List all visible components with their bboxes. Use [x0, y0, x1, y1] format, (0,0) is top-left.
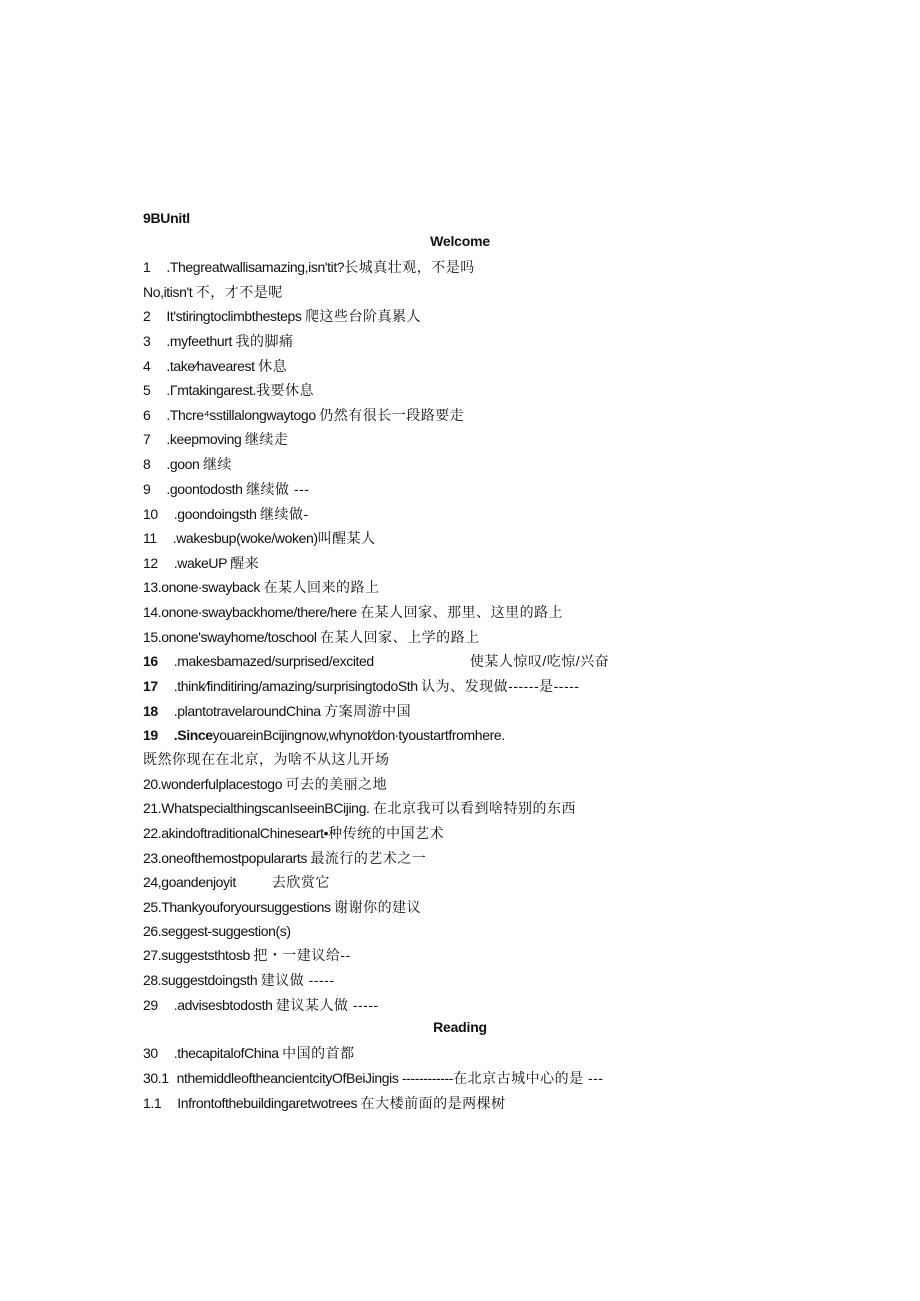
chinese-translation: 我的脚痛 [235, 333, 294, 349]
vocab-line [143, 822, 444, 844]
vocab-line [143, 428, 288, 450]
english-phrase: 21.WhatspecialthingscanIseeinBCijing. [143, 800, 370, 816]
line-number: 17 [143, 678, 158, 694]
chinese-translation: 在某人回家、上学的路上 [320, 629, 480, 645]
line-number: 8 [143, 456, 151, 472]
document-title: 9BUnitl [143, 210, 190, 226]
english-phrase: .wakeUP [173, 555, 227, 571]
chinese-translation: 爬这些台阶真累人 [304, 308, 421, 324]
section-heading-reading: Reading [433, 1019, 487, 1035]
chinese-translation: 使某人惊叹/吃惊/兴奋 [469, 653, 610, 669]
vocab-line [143, 281, 283, 303]
section-heading-welcome: Welcome [430, 233, 490, 249]
english-phrase: 28.suggestdoingsth [143, 972, 258, 988]
english-phrase: .take∕havearest [166, 358, 255, 374]
chinese-translation: 醒来 [230, 555, 260, 571]
vocab-line [143, 478, 309, 500]
english-phrase: .advisesbtodosth [173, 997, 273, 1013]
english-phrase: 24,goandenjoyit [143, 874, 236, 890]
chinese-translation: 认为、发现做------是----- [421, 678, 580, 694]
english-phrase: .goondoingsth [173, 506, 257, 522]
line-number: 1.1 [143, 1095, 162, 1111]
vocab-line [143, 404, 464, 426]
line-number: 30.1 [143, 1070, 169, 1086]
line-number: 6 [143, 407, 151, 423]
vocab-line [143, 601, 563, 623]
chinese-translation: 我要休息 [256, 382, 315, 398]
chinese-translation: 继续 [202, 456, 232, 472]
chinese-translation: 在某人回家、那里、这里的路上 [360, 604, 564, 620]
chinese-translation: 既然你现在在北京，为啥不从这儿开场 [143, 751, 390, 767]
vocab-line [143, 305, 421, 327]
line-number: 9 [143, 481, 151, 497]
english-phrase: .keepmoving [166, 431, 242, 447]
line-number: 30 [143, 1045, 158, 1061]
chinese-translation: 可去的美丽之地 [285, 776, 388, 792]
english-phrase: .wakesbup(woke/woken) [172, 530, 318, 546]
chinese-translation: 在北京我可以看到啥特别的东西 [372, 800, 576, 816]
chinese-translation: 在大楼前面的是两棵树 [360, 1095, 506, 1111]
line-number: 4 [143, 358, 151, 374]
chinese-translation: 谢谢你的建议 [334, 899, 422, 915]
vocab-line [143, 503, 309, 525]
english-phrase: .Thcre⁴sstillalongwaytogo [166, 407, 316, 423]
english-phrase: .makesbamazed/surprised/excited [173, 653, 374, 669]
english-phrase: .goontodosth [166, 481, 243, 497]
line-number: 1 [143, 259, 151, 275]
vocab-line [143, 1067, 603, 1089]
vocab-line [143, 847, 426, 869]
vocab-line [143, 797, 576, 819]
english-phrase: .Thegreatwallisamazing,isn'tit? [166, 259, 345, 275]
english-phrase: 23.oneofthemostpopulararts [143, 850, 307, 866]
vocab-line [143, 994, 379, 1016]
vocab-line [143, 748, 390, 770]
english-phrase: No,itisn't [143, 284, 193, 300]
vocab-line [143, 773, 387, 795]
chinese-translation: 在某人回来的路上 [263, 579, 380, 595]
vocab-line [143, 1092, 506, 1114]
chinese-translation: 不，才不是呢 [195, 284, 283, 300]
english-phrase: 13.onone∙swayback [143, 579, 260, 595]
line-number: 10 [143, 506, 158, 522]
chinese-translation: 方案周游中国 [324, 703, 412, 719]
chinese-translation: 去欣赏它 [271, 874, 330, 890]
chinese-translation: 把・一建议给-- [253, 947, 351, 963]
vocab-line [143, 724, 505, 746]
line-number: 12 [143, 555, 158, 571]
line-number: 5 [143, 382, 151, 398]
chinese-translation: 休息 [258, 358, 288, 374]
vocab-line [143, 700, 411, 722]
line-number: 29 [143, 997, 158, 1013]
english-phrase: .Γmtakingarest. [166, 382, 257, 398]
chinese-translation: 继续走 [244, 431, 289, 447]
english-phrase: Infrontofthebuildingaretwotrees [177, 1095, 358, 1111]
vocab-line [143, 675, 579, 697]
vocab-line [143, 896, 421, 918]
english-phrase: 20.wonderfulplacestogo [143, 776, 283, 792]
vocab-line [143, 650, 609, 672]
english-phrase: .think∕finditiring/amazing/surprisingtodoSth [173, 678, 418, 694]
vocab-line [143, 871, 330, 893]
english-phrase: nthemiddleoftheancientcityOfBeiJingis ------------ [176, 1070, 454, 1086]
chinese-translation: 继续做- [260, 506, 309, 522]
english-phrase: youareinBcijingnow,whynot∕don∙tyoustartfromhere. [212, 727, 505, 743]
chinese-translation: 建议某人做 ----- [275, 997, 379, 1013]
chinese-translation: 在北京古城中心的是 --- [453, 1070, 604, 1086]
chinese-translation: 种传统的中国艺术 [328, 825, 445, 841]
vocab-line [143, 256, 475, 278]
english-phrase: .plantotravelaroundChina [173, 703, 321, 719]
english-phrase: 25.Thankyouforyoursuggestions [143, 899, 331, 915]
vocab-line [143, 355, 287, 377]
english-phrase: 27.suggeststhtosb [143, 947, 250, 963]
vocab-line [143, 552, 259, 574]
chinese-translation: 仍然有很长一段路要走 [319, 407, 465, 423]
chinese-translation: 最流行的艺术之一 [310, 850, 427, 866]
vocab-line [143, 453, 232, 475]
line-number: 3 [143, 333, 151, 349]
vocab-line [143, 379, 314, 401]
chinese-translation: 继续做 --- [246, 481, 310, 497]
english-phrase: It'stiringtoclimbthesteps [166, 308, 302, 324]
vocab-line [143, 626, 480, 648]
line-number: 18 [143, 703, 158, 719]
vocab-line [143, 330, 294, 352]
vocab-line [143, 1042, 355, 1064]
chinese-translation: 建议做 ----- [260, 972, 335, 988]
english-phrase: 22.akindoftraditionalChineseart• [143, 825, 329, 841]
english-phrase: 15.onone'swayhome/toschool [143, 629, 317, 645]
english-phrase: 26.seggest-suggestion(s) [143, 923, 291, 939]
chinese-translation: 中国的首都 [282, 1045, 355, 1061]
english-phrase: 14.onone∙swaybackhome/there/here [143, 604, 357, 620]
line-number: 16 [143, 653, 158, 669]
english-phrase: .myfeethurt [166, 333, 233, 349]
line-number: 2 [143, 308, 151, 324]
vocab-line [143, 576, 379, 598]
english-phrase-bold: .Since [173, 727, 213, 743]
vocab-line [143, 944, 351, 966]
line-number: 11 [143, 530, 157, 546]
line-number: 19 [143, 727, 158, 743]
english-phrase: .goon [166, 456, 200, 472]
chinese-translation: 长城真壮观，不是吗 [344, 259, 475, 275]
vocab-line [143, 969, 334, 991]
vocab-line [143, 920, 291, 942]
chinese-translation: 叫醒某人 [317, 530, 376, 546]
vocab-line [143, 527, 376, 549]
english-phrase: .thecapitalofChina [173, 1045, 279, 1061]
line-number: 7 [143, 431, 151, 447]
